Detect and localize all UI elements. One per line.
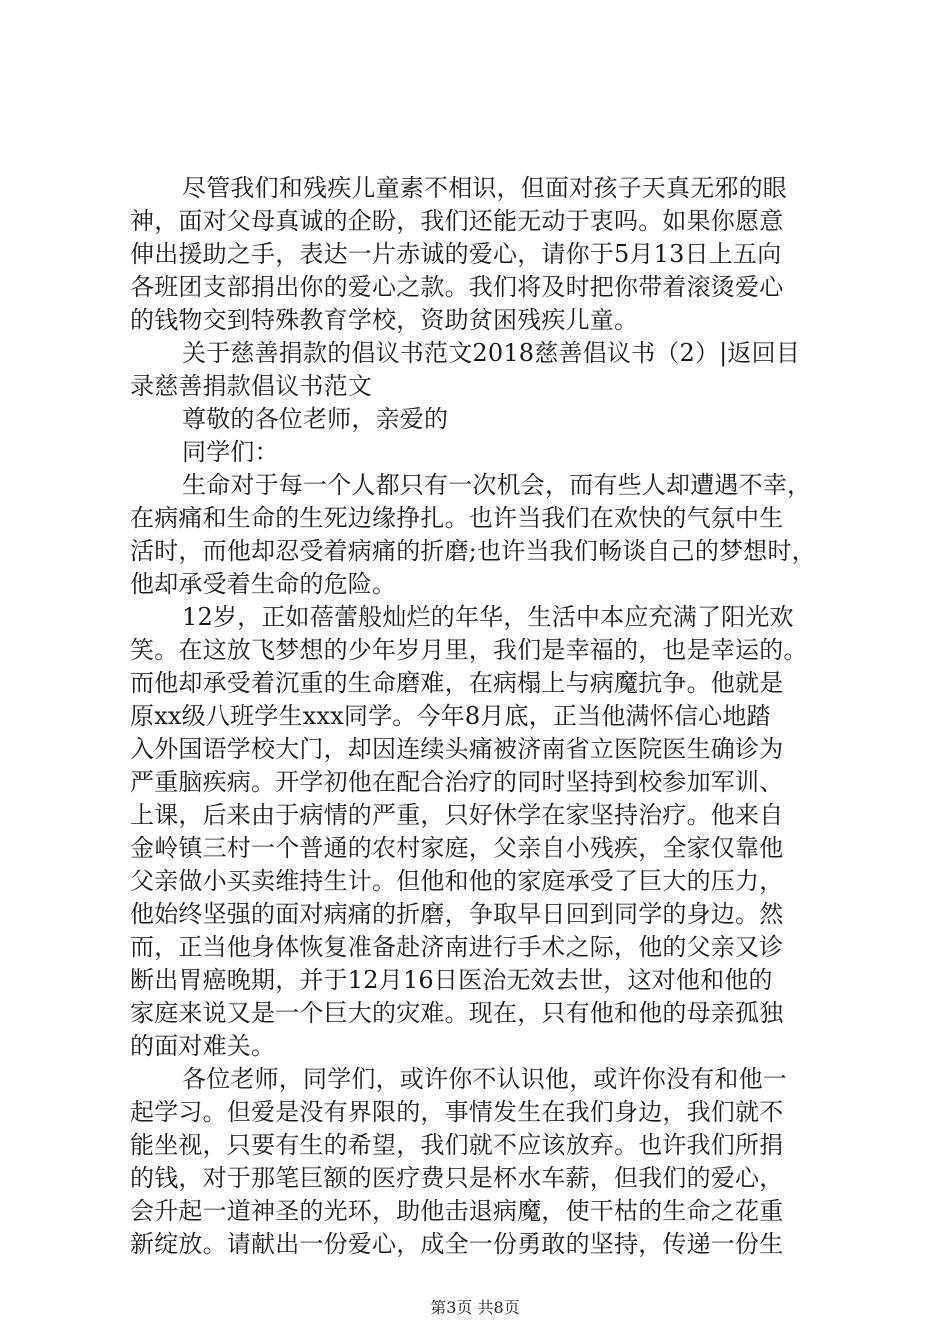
text-line: 各班团支部捐出你的爱心之款。我们将及时把你带着滚烫爱心 bbox=[130, 273, 784, 301]
text-line: 12岁，正如蓓蕾般灿烂的年华，生活中本应充满了阳光欢 bbox=[182, 603, 794, 631]
text-line: 能坐视，只要有生的希望，我们就不应该放弃。也许我们所捐 bbox=[130, 1131, 784, 1159]
text-line: 入外国语学校大门，却因连续头痛被济南省立医院医生确诊为 bbox=[130, 735, 784, 763]
text-line: 上课，后来由于病情的严重，只好休学在家坚持治疗。他来自 bbox=[130, 801, 784, 829]
text-line: 他却承受着生命的危险。 bbox=[130, 570, 397, 598]
text-line: 在病痛和生命的生死边缘挣扎。也许当我们在欢快的气氛中生 bbox=[130, 504, 784, 532]
text-line: 的钱，对于那笔巨额的医疗费只是杯水车薪，但我们的爱心， bbox=[130, 1164, 784, 1192]
paragraph bbox=[130, 172, 830, 337]
text-line: 父亲做小买卖维持生计。但他和他的家庭承受了巨大的压力， bbox=[130, 867, 784, 895]
text-line: 关于慈善捐款的倡议书范文2018慈善倡议书（2）|返回目 bbox=[182, 339, 801, 367]
document-body bbox=[130, 172, 830, 1261]
text-line: 伸出援助之手，表达一片赤诚的爱心，请你于5月13日上五向 bbox=[130, 240, 782, 268]
text-line: 的面对难关。 bbox=[130, 1032, 276, 1060]
paragraph bbox=[130, 436, 830, 469]
text-line: 录慈善捐款倡议书范文 bbox=[130, 372, 372, 400]
text-line: 严重脑疾病。开学初他在配合治疗的同时坚持到校参加军训、 bbox=[130, 768, 784, 796]
text-line: 新绽放。请献出一份爱心，成全一份勇敢的坚持，传递一份生 bbox=[130, 1230, 784, 1258]
text-line: 同学们： bbox=[182, 438, 279, 466]
text-line: 起学习。但爱是没有界限的，事情发生在我们身边，我们就不 bbox=[130, 1098, 784, 1126]
text-line: 家庭来说又是一个巨大的灾难。现在，只有他和他的母亲孤独 bbox=[130, 999, 784, 1027]
paragraph bbox=[130, 601, 830, 1063]
text-line: 尽管我们和残疾儿童素不相识，但面对孩子天真无邪的眼 bbox=[182, 174, 787, 202]
page-footer: 第3页 共8页 bbox=[430, 1298, 520, 1317]
text-line: 尊敬的各位老师，亲爱的 bbox=[182, 405, 449, 433]
text-line: 而他却承受着沉重的生命磨难，在病榻上与病魔抗争。他就是 bbox=[130, 669, 784, 697]
paragraph bbox=[130, 337, 830, 403]
paragraph bbox=[130, 469, 830, 601]
text-line: 各位老师，同学们，或许你不认识他，或许你没有和他一 bbox=[182, 1065, 787, 1093]
text-line: 生命对于每一个人都只有一次机会，而有些人却遭遇不幸， bbox=[182, 471, 812, 499]
text-line: 原xx级八班学生xxx同学。今年8月底，正当他满怀信心地踏 bbox=[130, 702, 771, 730]
text-line: 金岭镇三村一个普通的农村家庭，父亲自小残疾，全家仅靠他 bbox=[130, 834, 784, 862]
text-line: 他始终坚强的面对病痛的折磨，争取早日回到同学的身边。然 bbox=[130, 900, 784, 928]
paragraph bbox=[130, 403, 830, 436]
text-line: 而，正当他身体恢复准备赴济南进行手术之际，他的父亲又诊 bbox=[130, 933, 784, 961]
text-line: 神，面对父母真诚的企盼，我们还能无动于衷吗。如果你愿意 bbox=[130, 207, 784, 235]
text-line: 的钱物交到特殊教育学校，资助贫困残疾儿童。 bbox=[130, 306, 639, 334]
paragraph bbox=[130, 1063, 830, 1261]
text-line: 活时，而他却忍受着病痛的折磨;也许当我们畅谈自己的梦想时， bbox=[130, 537, 816, 565]
text-line: 笑。在这放飞梦想的少年岁月里，我们是幸福的，也是幸运的。 bbox=[130, 636, 808, 664]
text-line: 断出胃癌晚期，并于12月16日医治无效去世，这对他和他的 bbox=[130, 966, 773, 994]
text-line: 会升起一道神圣的光环，助他击退病魔，使干枯的生命之花重 bbox=[130, 1197, 784, 1225]
